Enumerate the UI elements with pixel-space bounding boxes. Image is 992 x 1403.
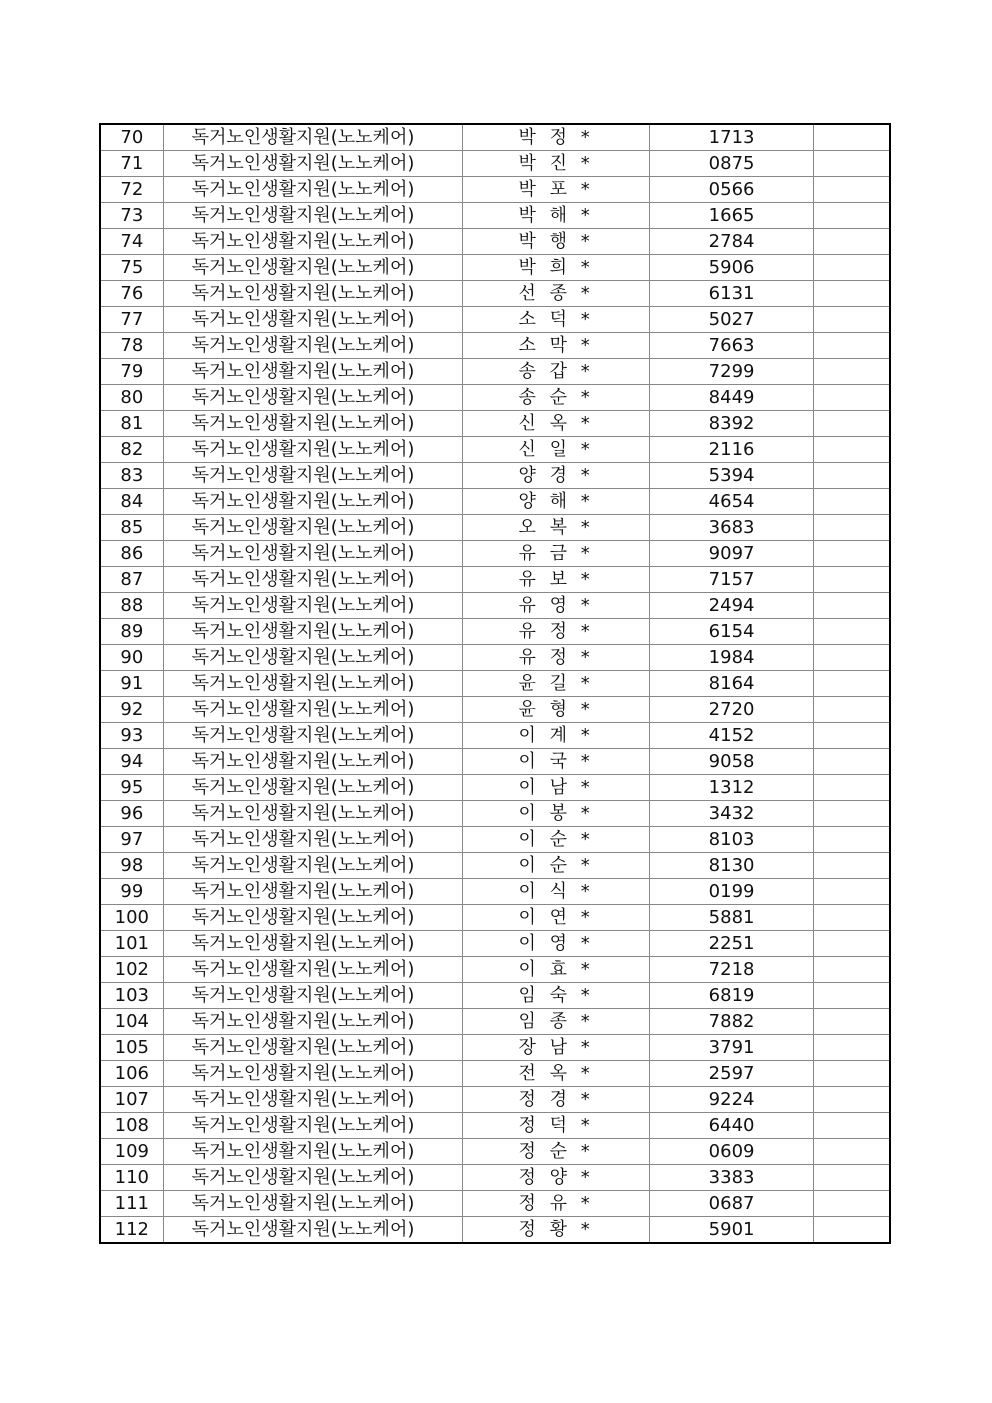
table-row <box>100 983 890 1009</box>
id-suffix: 4654 <box>649 489 813 515</box>
person-name: 정 덕 * <box>463 1113 649 1139</box>
table-row <box>100 957 890 983</box>
table-row <box>100 177 890 203</box>
row-number: 101 <box>100 931 163 957</box>
id-suffix: 5027 <box>649 307 813 333</box>
table-row <box>100 1113 890 1139</box>
row-number: 103 <box>100 983 163 1009</box>
table-row <box>100 775 890 801</box>
table-row <box>100 489 890 515</box>
row-number: 102 <box>100 957 163 983</box>
row-number: 97 <box>100 827 163 853</box>
person-name: 정 황 * <box>463 1217 649 1244</box>
note-cell <box>814 359 890 385</box>
person-name: 이 남 * <box>463 775 649 801</box>
note-cell <box>814 385 890 411</box>
program-name: 독거노인생활지원(노노케어) <box>163 463 463 489</box>
person-name: 소 막 * <box>463 333 649 359</box>
table-row <box>100 593 890 619</box>
note-cell <box>814 411 890 437</box>
note-cell <box>814 697 890 723</box>
row-number: 80 <box>100 385 163 411</box>
note-cell <box>814 1035 890 1061</box>
note-cell <box>814 905 890 931</box>
program-name: 독거노인생활지원(노노케어) <box>163 281 463 307</box>
program-name: 독거노인생활지원(노노케어) <box>163 515 463 541</box>
person-name: 이 영 * <box>463 931 649 957</box>
table-row <box>100 124 890 151</box>
program-name: 독거노인생활지원(노노케어) <box>163 775 463 801</box>
table-row <box>100 229 890 255</box>
program-name: 독거노인생활지원(노노케어) <box>163 229 463 255</box>
table-row <box>100 697 890 723</box>
person-name: 이 연 * <box>463 905 649 931</box>
person-name: 유 정 * <box>463 619 649 645</box>
table-row <box>100 853 890 879</box>
row-number: 86 <box>100 541 163 567</box>
table-row <box>100 619 890 645</box>
table-row <box>100 749 890 775</box>
program-name: 독거노인생활지원(노노케어) <box>163 1061 463 1087</box>
note-cell <box>814 489 890 515</box>
person-name: 유 보 * <box>463 567 649 593</box>
person-name: 박 해 * <box>463 203 649 229</box>
person-name: 박 희 * <box>463 255 649 281</box>
id-suffix: 2720 <box>649 697 813 723</box>
id-suffix: 2494 <box>649 593 813 619</box>
table-row <box>100 801 890 827</box>
person-name: 유 금 * <box>463 541 649 567</box>
note-cell <box>814 1087 890 1113</box>
table-row <box>100 931 890 957</box>
row-number: 72 <box>100 177 163 203</box>
row-number: 77 <box>100 307 163 333</box>
row-number: 91 <box>100 671 163 697</box>
person-name: 이 순 * <box>463 827 649 853</box>
row-number: 79 <box>100 359 163 385</box>
id-suffix: 8449 <box>649 385 813 411</box>
table-row <box>100 385 890 411</box>
id-suffix: 4152 <box>649 723 813 749</box>
id-suffix: 5881 <box>649 905 813 931</box>
person-name: 이 봉 * <box>463 801 649 827</box>
program-name: 독거노인생활지원(노노케어) <box>163 203 463 229</box>
person-name: 정 양 * <box>463 1165 649 1191</box>
note-cell <box>814 229 890 255</box>
note-cell <box>814 1061 890 1087</box>
person-name: 송 갑 * <box>463 359 649 385</box>
table-row <box>100 1009 890 1035</box>
row-number: 105 <box>100 1035 163 1061</box>
row-number: 111 <box>100 1191 163 1217</box>
table-row <box>100 437 890 463</box>
table-row <box>100 1061 890 1087</box>
note-cell <box>814 879 890 905</box>
id-suffix: 0875 <box>649 151 813 177</box>
program-name: 독거노인생활지원(노노케어) <box>163 645 463 671</box>
note-cell <box>814 281 890 307</box>
row-number: 71 <box>100 151 163 177</box>
program-name: 독거노인생활지원(노노케어) <box>163 801 463 827</box>
table-row <box>100 671 890 697</box>
program-name: 독거노인생활지원(노노케어) <box>163 385 463 411</box>
program-name: 독거노인생활지원(노노케어) <box>163 1191 463 1217</box>
program-name: 독거노인생활지원(노노케어) <box>163 853 463 879</box>
note-cell <box>814 567 890 593</box>
person-name: 송 순 * <box>463 385 649 411</box>
id-suffix: 1984 <box>649 645 813 671</box>
table-row <box>100 463 890 489</box>
id-suffix: 5906 <box>649 255 813 281</box>
program-name: 독거노인생활지원(노노케어) <box>163 723 463 749</box>
row-number: 87 <box>100 567 163 593</box>
id-suffix: 9224 <box>649 1087 813 1113</box>
person-name: 유 정 * <box>463 645 649 671</box>
id-suffix: 2251 <box>649 931 813 957</box>
table-row <box>100 515 890 541</box>
note-cell <box>814 827 890 853</box>
row-number: 70 <box>100 124 163 151</box>
program-name: 독거노인생활지원(노노케어) <box>163 307 463 333</box>
person-name: 이 효 * <box>463 957 649 983</box>
program-name: 독거노인생활지원(노노케어) <box>163 124 463 151</box>
table-row <box>100 307 890 333</box>
table-row <box>100 151 890 177</box>
program-name: 독거노인생활지원(노노케어) <box>163 333 463 359</box>
row-number: 74 <box>100 229 163 255</box>
id-suffix: 8103 <box>649 827 813 853</box>
row-number: 94 <box>100 749 163 775</box>
person-name: 이 순 * <box>463 853 649 879</box>
person-name: 양 해 * <box>463 489 649 515</box>
person-name: 이 계 * <box>463 723 649 749</box>
program-name: 독거노인생활지원(노노케어) <box>163 1009 463 1035</box>
note-cell <box>814 151 890 177</box>
recipient-table-body <box>100 124 890 1243</box>
id-suffix: 0566 <box>649 177 813 203</box>
table-row <box>100 567 890 593</box>
id-suffix: 8130 <box>649 853 813 879</box>
row-number: 83 <box>100 463 163 489</box>
row-number: 84 <box>100 489 163 515</box>
note-cell <box>814 1165 890 1191</box>
person-name: 양 경 * <box>463 463 649 489</box>
id-suffix: 3432 <box>649 801 813 827</box>
note-cell <box>814 1217 890 1244</box>
table-row <box>100 1087 890 1113</box>
id-suffix: 2116 <box>649 437 813 463</box>
id-suffix: 6819 <box>649 983 813 1009</box>
table-row <box>100 1165 890 1191</box>
id-suffix: 7663 <box>649 333 813 359</box>
row-number: 96 <box>100 801 163 827</box>
id-suffix: 0687 <box>649 1191 813 1217</box>
note-cell <box>814 541 890 567</box>
id-suffix: 9058 <box>649 749 813 775</box>
id-suffix: 3383 <box>649 1165 813 1191</box>
program-name: 독거노인생활지원(노노케어) <box>163 567 463 593</box>
note-cell <box>814 593 890 619</box>
person-name: 정 순 * <box>463 1139 649 1165</box>
table-row <box>100 541 890 567</box>
program-name: 독거노인생활지원(노노케어) <box>163 541 463 567</box>
program-name: 독거노인생활지원(노노케어) <box>163 255 463 281</box>
person-name: 임 종 * <box>463 1009 649 1035</box>
note-cell <box>814 333 890 359</box>
note-cell <box>814 645 890 671</box>
person-name: 장 남 * <box>463 1035 649 1061</box>
note-cell <box>814 463 890 489</box>
id-suffix: 6440 <box>649 1113 813 1139</box>
note-cell <box>814 723 890 749</box>
row-number: 110 <box>100 1165 163 1191</box>
person-name: 선 종 * <box>463 281 649 307</box>
table-row <box>100 827 890 853</box>
id-suffix: 6131 <box>649 281 813 307</box>
program-name: 독거노인생활지원(노노케어) <box>163 983 463 1009</box>
note-cell <box>814 957 890 983</box>
note-cell <box>814 749 890 775</box>
table-row <box>100 281 890 307</box>
id-suffix: 7157 <box>649 567 813 593</box>
note-cell <box>814 983 890 1009</box>
table-row <box>100 905 890 931</box>
program-name: 독거노인생활지원(노노케어) <box>163 905 463 931</box>
row-number: 95 <box>100 775 163 801</box>
table-row <box>100 333 890 359</box>
person-name: 전 옥 * <box>463 1061 649 1087</box>
person-name: 신 옥 * <box>463 411 649 437</box>
note-cell <box>814 1009 890 1035</box>
id-suffix: 0609 <box>649 1139 813 1165</box>
id-suffix: 3791 <box>649 1035 813 1061</box>
id-suffix: 9097 <box>649 541 813 567</box>
id-suffix: 2784 <box>649 229 813 255</box>
person-name: 유 영 * <box>463 593 649 619</box>
table-row <box>100 1191 890 1217</box>
id-suffix: 0199 <box>649 879 813 905</box>
note-cell <box>814 307 890 333</box>
table-row <box>100 723 890 749</box>
table-row <box>100 1217 890 1244</box>
row-number: 78 <box>100 333 163 359</box>
id-suffix: 7299 <box>649 359 813 385</box>
id-suffix: 1312 <box>649 775 813 801</box>
table-row <box>100 1139 890 1165</box>
person-name: 윤 형 * <box>463 697 649 723</box>
id-suffix: 5901 <box>649 1217 813 1244</box>
row-number: 112 <box>100 1217 163 1244</box>
person-name: 소 덕 * <box>463 307 649 333</box>
id-suffix: 7882 <box>649 1009 813 1035</box>
table-row <box>100 255 890 281</box>
row-number: 81 <box>100 411 163 437</box>
row-number: 93 <box>100 723 163 749</box>
id-suffix: 6154 <box>649 619 813 645</box>
program-name: 독거노인생활지원(노노케어) <box>163 593 463 619</box>
id-suffix: 5394 <box>649 463 813 489</box>
note-cell <box>814 853 890 879</box>
person-name: 박 포 * <box>463 177 649 203</box>
row-number: 108 <box>100 1113 163 1139</box>
row-number: 109 <box>100 1139 163 1165</box>
row-number: 85 <box>100 515 163 541</box>
row-number: 107 <box>100 1087 163 1113</box>
program-name: 독거노인생활지원(노노케어) <box>163 697 463 723</box>
person-name: 오 복 * <box>463 515 649 541</box>
row-number: 106 <box>100 1061 163 1087</box>
person-name: 신 일 * <box>463 437 649 463</box>
note-cell <box>814 177 890 203</box>
program-name: 독거노인생활지원(노노케어) <box>163 749 463 775</box>
program-name: 독거노인생활지원(노노케어) <box>163 151 463 177</box>
id-suffix: 1713 <box>649 124 813 151</box>
id-suffix: 8392 <box>649 411 813 437</box>
row-number: 99 <box>100 879 163 905</box>
person-name: 박 행 * <box>463 229 649 255</box>
note-cell <box>814 203 890 229</box>
program-name: 독거노인생활지원(노노케어) <box>163 931 463 957</box>
row-number: 88 <box>100 593 163 619</box>
person-name: 이 식 * <box>463 879 649 905</box>
note-cell <box>814 1191 890 1217</box>
table-row <box>100 203 890 229</box>
program-name: 독거노인생활지원(노노케어) <box>163 671 463 697</box>
program-name: 독거노인생활지원(노노케어) <box>163 1217 463 1244</box>
program-name: 독거노인생활지원(노노케어) <box>163 1139 463 1165</box>
program-name: 독거노인생활지원(노노케어) <box>163 489 463 515</box>
program-name: 독거노인생활지원(노노케어) <box>163 1035 463 1061</box>
note-cell <box>814 671 890 697</box>
recipient-table <box>99 123 891 1244</box>
program-name: 독거노인생활지원(노노케어) <box>163 1113 463 1139</box>
table-row <box>100 1035 890 1061</box>
program-name: 독거노인생활지원(노노케어) <box>163 437 463 463</box>
program-name: 독거노인생활지원(노노케어) <box>163 879 463 905</box>
row-number: 76 <box>100 281 163 307</box>
note-cell <box>814 255 890 281</box>
note-cell <box>814 1139 890 1165</box>
program-name: 독거노인생활지원(노노케어) <box>163 1165 463 1191</box>
program-name: 독거노인생활지원(노노케어) <box>163 619 463 645</box>
person-name: 윤 길 * <box>463 671 649 697</box>
program-name: 독거노인생활지원(노노케어) <box>163 827 463 853</box>
id-suffix: 7218 <box>649 957 813 983</box>
id-suffix: 2597 <box>649 1061 813 1087</box>
note-cell <box>814 1113 890 1139</box>
note-cell <box>814 124 890 151</box>
row-number: 75 <box>100 255 163 281</box>
person-name: 정 유 * <box>463 1191 649 1217</box>
note-cell <box>814 515 890 541</box>
note-cell <box>814 619 890 645</box>
person-name: 이 국 * <box>463 749 649 775</box>
row-number: 90 <box>100 645 163 671</box>
row-number: 104 <box>100 1009 163 1035</box>
row-number: 89 <box>100 619 163 645</box>
id-suffix: 3683 <box>649 515 813 541</box>
program-name: 독거노인생활지원(노노케어) <box>163 411 463 437</box>
row-number: 92 <box>100 697 163 723</box>
id-suffix: 1665 <box>649 203 813 229</box>
row-number: 73 <box>100 203 163 229</box>
table-row <box>100 879 890 905</box>
person-name: 박 진 * <box>463 151 649 177</box>
program-name: 독거노인생활지원(노노케어) <box>163 1087 463 1113</box>
row-number: 82 <box>100 437 163 463</box>
row-number: 98 <box>100 853 163 879</box>
table-row <box>100 411 890 437</box>
person-name: 박 정 * <box>463 124 649 151</box>
person-name: 정 경 * <box>463 1087 649 1113</box>
table-row <box>100 359 890 385</box>
note-cell <box>814 931 890 957</box>
table-row <box>100 645 890 671</box>
program-name: 독거노인생활지원(노노케어) <box>163 957 463 983</box>
row-number: 100 <box>100 905 163 931</box>
note-cell <box>814 801 890 827</box>
program-name: 독거노인생활지원(노노케어) <box>163 359 463 385</box>
program-name: 독거노인생활지원(노노케어) <box>163 177 463 203</box>
note-cell <box>814 775 890 801</box>
note-cell <box>814 437 890 463</box>
id-suffix: 8164 <box>649 671 813 697</box>
person-name: 임 숙 * <box>463 983 649 1009</box>
